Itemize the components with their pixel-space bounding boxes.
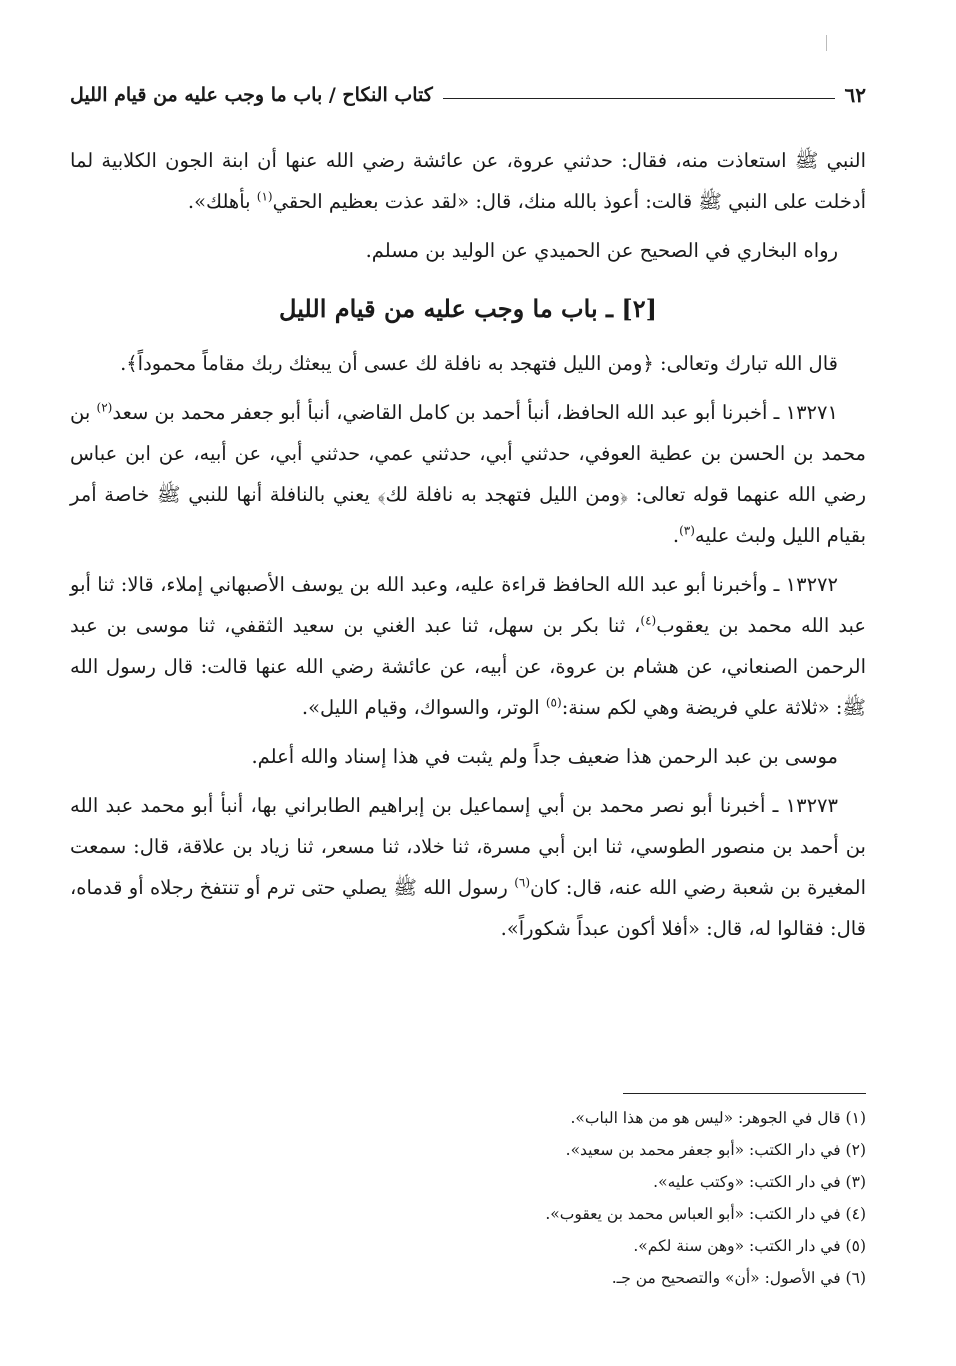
hadith-13272-text-a: ١٣٢٧٢ ـ وأخبرنا أبو عبد الله الحافظ قراءة عليه، وعبد الله بن يوسف الأصبهاني إملاء، قالا: ثنا أبو عبد الله محمد بن يعقوب bbox=[70, 573, 866, 637]
hadith-13272-text-c: الوتر، والسواك، وقيام الليل». bbox=[301, 696, 546, 719]
footnote-1: (١) قال في الجوهر: «ليس هو من هذا الباب». bbox=[570, 1109, 866, 1127]
page-body bbox=[70, 140, 866, 949]
hadith-13272-note: موسى بن عبد الرحمن هذا ضعيف جداً ولم يثبت في هذا إسناد والله أعلم. bbox=[251, 745, 838, 768]
verse-paragraph: قال الله تبارك وتعالى: ﴿ومن الليل فتهجد به نافلة لك عسى أن يبعثك ربك مقاماً محموداً﴾. bbox=[120, 352, 838, 375]
footnote-ref-5: (٥) bbox=[545, 695, 562, 710]
book-page bbox=[70, 0, 866, 1366]
footnote-ref-4: (٤) bbox=[640, 613, 657, 628]
hadith-13273 bbox=[70, 785, 866, 949]
footnote-ref-1: (١) bbox=[256, 189, 273, 204]
intro-text-a: النبي ﷺ استعاذت منه، فقال: حدثني عروة، عن عائشة رضي الله عنها أن ابنة الجون الكلابية لما أدخلت على النبي ﷺ قالت: أعوذ بالله منك، قال: «لقد عذت بعظيم الحقي bbox=[70, 149, 866, 213]
footnote-3: (٣) في دار الكتب: «وكتب عليه». bbox=[653, 1173, 866, 1191]
running-title: كتاب النكاح / باب ما وجب عليه من قيام الليل bbox=[70, 84, 433, 106]
hadith-13272-text-b: ، ثنا بكر بن سهل، ثنا عبد الغني بن سعيد الثقفي، ثنا موسى بن عبد الرحمن الصنعاني، عن هشام بن عروة، عن أبيه، عن عائشة رضي الله عنها قالت: قال رسول الله ﷺ: «ثلاثة علي فريضة وهي لكم سنة: bbox=[70, 614, 866, 719]
footnote-6: (٦) في الأصول: «أن» والتصحيح من جـ. bbox=[611, 1269, 866, 1287]
chapter-heading: [٢] ـ باب ما وجب عليه من قيام الليل bbox=[279, 294, 657, 323]
hadith-13273-text-a: ١٣٢٧٣ ـ أخبرنا أبو نصر محمد بن أبي إسماعيل بن إبراهيم الطابراني بها، أنبأ أبو محمد عبد الله بن أحمد بن منصور الطوسي، ثنا ابن أبي مسرة، ثنا خلاد، ثنا مسعر، ثنا زياد بن علاقة، قال: سمعت المغيرة بن شعبة رضي الله عنه، قال: كان bbox=[70, 794, 866, 899]
header-rule bbox=[443, 98, 835, 99]
riwaya-paragraph: رواه البخاري في الصحيح عن الحميدي عن الوليد بن مسلم. bbox=[365, 239, 838, 262]
hadith-13273-text-b: رسول الله ﷺ يصلي حتى ترم أو تنتفخ رجلاه أو قدماه، قال: فقالوا له، قال: «أفلا أكون عبداً شكوراً». bbox=[70, 876, 866, 940]
hadith-13272 bbox=[70, 564, 866, 728]
intro-paragraph bbox=[70, 140, 866, 222]
footnote-2: (٢) في دار الكتب: «أبو جعفر محمد بن سعيد». bbox=[565, 1141, 866, 1159]
footnote-rule bbox=[623, 1093, 866, 1094]
footnotes-list bbox=[70, 1102, 866, 1294]
intro-text-b: بأهلك». bbox=[187, 190, 257, 213]
footnote-ref-2: (٢) bbox=[96, 400, 113, 415]
footnote-ref-6: (٦) bbox=[514, 875, 531, 890]
hadith-13271-text-b: بن محمد بن الحسن بن عطية العوفي، حدثني أبي، حدثني عمي، حدثني أبي، عن أبيه، عن ابن عباس رضي الله عنهما قوله تعالى: ﴿ومن الليل فتهجد به نافلة لك﴾ يعني بالنافلة أنها للنبي ﷺ خاصة أمر بقيام الليل ولبث عليه bbox=[70, 401, 866, 547]
footnote-5: (٥) في دار الكتب: «وهن سنة لكم». bbox=[633, 1237, 866, 1255]
hadith-13271-text-c: . bbox=[672, 524, 680, 547]
hadith-13271-text-a: ١٣٢٧١ ـ أخبرنا أبو عبد الله الحافظ، أنبأ أحمد بن كامل القاضي، أنبأ أبو جعفر محمد بن سعد bbox=[112, 401, 838, 424]
hadith-13271 bbox=[70, 392, 866, 556]
footnote-4: (٤) في دار الكتب: «أبو العباس محمد بن يعقوب». bbox=[545, 1205, 866, 1223]
footnote-ref-3: (٣) bbox=[679, 523, 695, 538]
page-number: ٦٢ bbox=[844, 83, 866, 107]
running-header bbox=[70, 80, 866, 110]
